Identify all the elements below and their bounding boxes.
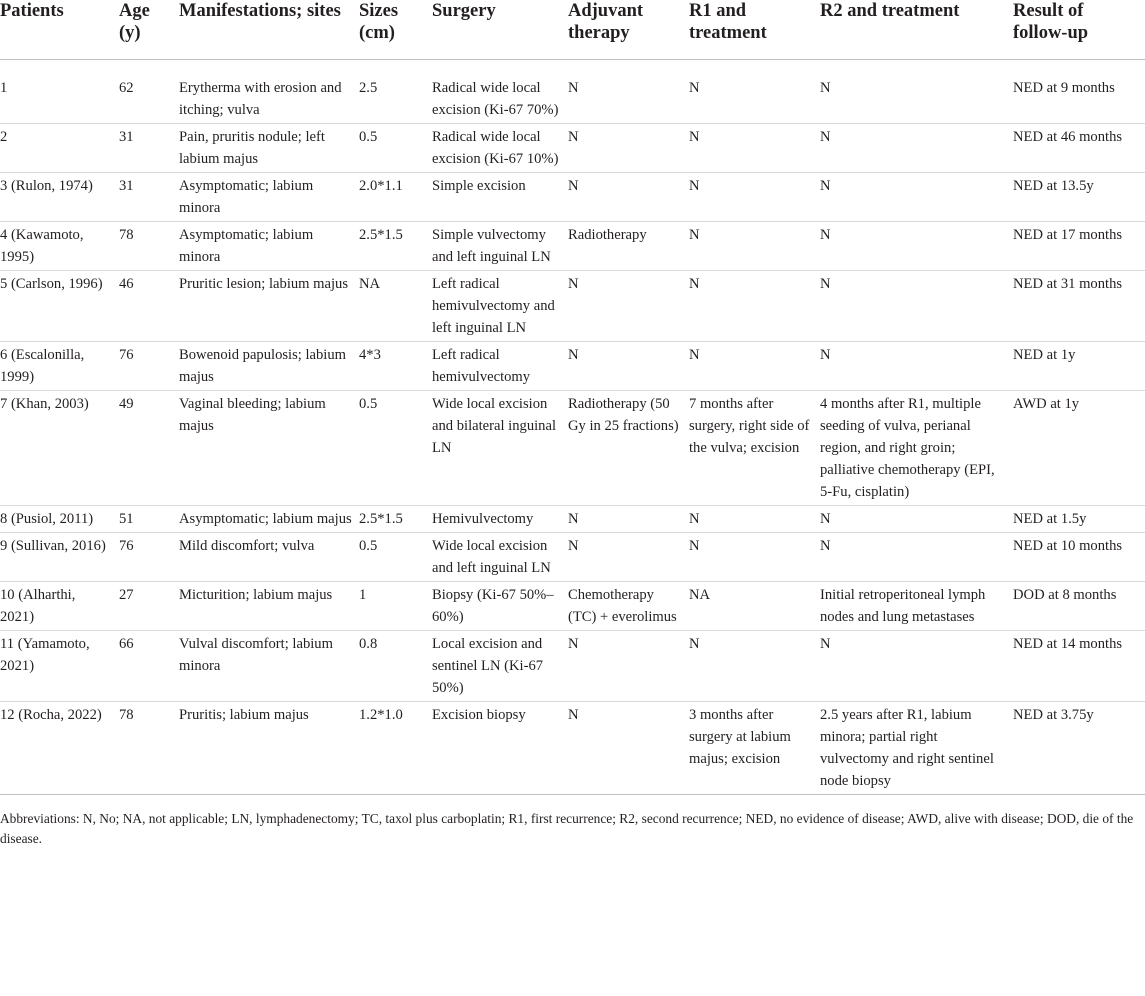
table-cell: 1 bbox=[357, 582, 430, 631]
table-cell: 78 bbox=[117, 222, 177, 271]
table-cell: 10 (Alharthi, 2021) bbox=[0, 582, 117, 631]
table-cell: Local excision and sentinel LN (Ki-67 50%) bbox=[430, 631, 566, 702]
table-cell: N bbox=[818, 124, 1011, 173]
table-cell: 7 months after surgery, right side of the vulva; excision bbox=[687, 391, 818, 506]
table-cell: N bbox=[818, 506, 1011, 533]
table-cell: NED at 1.5y bbox=[1011, 506, 1145, 533]
table-cell: 62 bbox=[117, 60, 177, 124]
header-row bbox=[0, 0, 1145, 60]
column-header: Manifestations; sites bbox=[177, 0, 357, 60]
table-cell: N bbox=[566, 271, 687, 342]
table-cell: 51 bbox=[117, 506, 177, 533]
table-cell: 7 (Khan, 2003) bbox=[0, 391, 117, 506]
table-cell: Hemivulvectomy bbox=[430, 506, 566, 533]
table-cell: N bbox=[818, 631, 1011, 702]
table-cell: 0.5 bbox=[357, 124, 430, 173]
table-cell: 27 bbox=[117, 582, 177, 631]
table-cell: 1.2*1.0 bbox=[357, 702, 430, 795]
table-cell: 1 bbox=[0, 60, 117, 124]
table-cell: 66 bbox=[117, 631, 177, 702]
table-cell: 3 (Rulon, 1974) bbox=[0, 173, 117, 222]
table-cell: N bbox=[687, 60, 818, 124]
table-cell: N bbox=[566, 631, 687, 702]
table-cell: Initial retroperitoneal lymph nodes and lung metastases bbox=[818, 582, 1011, 631]
table-cell: Asymptomatic; labium majus bbox=[177, 506, 357, 533]
table-cell: 12 (Rocha, 2022) bbox=[0, 702, 117, 795]
table-cell: 4 months after R1, multiple seeding of vulva, perianal region, and right groin; palliative chemotherapy (EPI, 5-Fu, cisplatin) bbox=[818, 391, 1011, 506]
table-cell: Radical wide local excision (Ki-67 70%) bbox=[430, 60, 566, 124]
table-cell: 0.5 bbox=[357, 391, 430, 506]
table-cell: NA bbox=[687, 582, 818, 631]
table-cell: 2.5 bbox=[357, 60, 430, 124]
table-cell: DOD at 8 months bbox=[1011, 582, 1145, 631]
table-row bbox=[0, 702, 1145, 795]
table-cell: Pruritic lesion; labium majus bbox=[177, 271, 357, 342]
table-cell: N bbox=[566, 342, 687, 391]
table-cell: N bbox=[687, 124, 818, 173]
table-cell: 2.0*1.1 bbox=[357, 173, 430, 222]
table-cell: N bbox=[566, 124, 687, 173]
column-header: Patients bbox=[0, 0, 117, 60]
column-header: Sizes (cm) bbox=[357, 0, 430, 60]
table-cell: NED at 14 months bbox=[1011, 631, 1145, 702]
table-cell: Left radical hemivulvectomy and left inguinal LN bbox=[430, 271, 566, 342]
table-cell: 31 bbox=[117, 173, 177, 222]
column-header: Surgery bbox=[430, 0, 566, 60]
table-cell: NED at 46 months bbox=[1011, 124, 1145, 173]
table-cell: Bowenoid papulosis; labium majus bbox=[177, 342, 357, 391]
table-cell: Excision biopsy bbox=[430, 702, 566, 795]
column-header: Result of follow-up bbox=[1011, 0, 1145, 60]
table-cell: Biopsy (Ki-67 50%–60%) bbox=[430, 582, 566, 631]
table-cell: N bbox=[687, 533, 818, 582]
table-cell: Simple excision bbox=[430, 173, 566, 222]
table-row bbox=[0, 271, 1145, 342]
table-cell: Micturition; labium majus bbox=[177, 582, 357, 631]
table-cell: NED at 10 months bbox=[1011, 533, 1145, 582]
table-cell: Pruritis; labium majus bbox=[177, 702, 357, 795]
table-cell: N bbox=[566, 60, 687, 124]
table-cell: N bbox=[687, 271, 818, 342]
table-cell: N bbox=[687, 173, 818, 222]
table-cell: N bbox=[818, 222, 1011, 271]
table-cell: N bbox=[566, 506, 687, 533]
table-footnote: Abbreviations: N, No; NA, not applicable; LN, lymphadenectomy; TC, taxol plus carboplatin; R1, first recurrence; R2, second recurrence; NED, no evidence of disease; AWD, alive with disease; DOD, die of the disease. bbox=[0, 811, 1134, 846]
table-cell: Wide local excision and bilateral inguinal LN bbox=[430, 391, 566, 506]
table-cell: 4*3 bbox=[357, 342, 430, 391]
table-cell: NED at 9 months bbox=[1011, 60, 1145, 124]
table-cell: AWD at 1y bbox=[1011, 391, 1145, 506]
table-cell: Radical wide local excision (Ki-67 10%) bbox=[430, 124, 566, 173]
table-row bbox=[0, 342, 1145, 391]
table-cell: Pain, pruritis nodule; left labium majus bbox=[177, 124, 357, 173]
table-cell: 0.8 bbox=[357, 631, 430, 702]
table-row bbox=[0, 582, 1145, 631]
table-cell: Mild discomfort; vulva bbox=[177, 533, 357, 582]
table-cell: Radiotherapy bbox=[566, 222, 687, 271]
table-cell: 2 bbox=[0, 124, 117, 173]
table-row bbox=[0, 222, 1145, 271]
table-cell: N bbox=[818, 173, 1011, 222]
table-cell: Erytherma with erosion and itching; vulva bbox=[177, 60, 357, 124]
table-cell: NED at 31 months bbox=[1011, 271, 1145, 342]
table-cell: N bbox=[818, 271, 1011, 342]
table-cell: N bbox=[687, 631, 818, 702]
table-cell: Asymptomatic; labium minora bbox=[177, 173, 357, 222]
table-cell: N bbox=[687, 342, 818, 391]
table-cell: Vaginal bleeding; labium majus bbox=[177, 391, 357, 506]
table-cell: NED at 17 months bbox=[1011, 222, 1145, 271]
table-cell: N bbox=[687, 506, 818, 533]
table-cell: NED at 3.75y bbox=[1011, 702, 1145, 795]
column-header: Adjuvant therapy bbox=[566, 0, 687, 60]
table-cell: 8 (Pusiol, 2011) bbox=[0, 506, 117, 533]
column-header: R2 and treatment bbox=[818, 0, 1011, 60]
table-cell: N bbox=[818, 342, 1011, 391]
table-cell: 46 bbox=[117, 271, 177, 342]
table-cell: N bbox=[818, 60, 1011, 124]
table-cell: N bbox=[818, 533, 1011, 582]
table-row bbox=[0, 506, 1145, 533]
table-header bbox=[0, 0, 1145, 60]
table-cell: N bbox=[566, 702, 687, 795]
table-cell: NED at 13.5y bbox=[1011, 173, 1145, 222]
table-cell: 2.5*1.5 bbox=[357, 222, 430, 271]
table-cell: 31 bbox=[117, 124, 177, 173]
table-row bbox=[0, 533, 1145, 582]
table-cell: Chemotherapy (TC) + everolimus bbox=[566, 582, 687, 631]
table-cell: 0.5 bbox=[357, 533, 430, 582]
table-cell: NED at 1y bbox=[1011, 342, 1145, 391]
table-cell: 78 bbox=[117, 702, 177, 795]
table-cell: 3 months after surgery at labium majus; excision bbox=[687, 702, 818, 795]
table-cell: N bbox=[687, 222, 818, 271]
table-cell: Wide local excision and left inguinal LN bbox=[430, 533, 566, 582]
table-row bbox=[0, 391, 1145, 506]
table-cell: N bbox=[566, 173, 687, 222]
table-row bbox=[0, 124, 1145, 173]
table-cell: 2.5*1.5 bbox=[357, 506, 430, 533]
table-cell: Radiotherapy (50 Gy in 25 fractions) bbox=[566, 391, 687, 506]
table-body bbox=[0, 60, 1145, 795]
column-header: R1 and treatment bbox=[687, 0, 818, 60]
table-cell: NA bbox=[357, 271, 430, 342]
table-cell: 49 bbox=[117, 391, 177, 506]
table-row bbox=[0, 60, 1145, 124]
table-cell: N bbox=[566, 533, 687, 582]
table-cell: 2.5 years after R1, labium minora; partial right vulvectomy and right sentinel node biopsy bbox=[818, 702, 1011, 795]
column-header: Age (y) bbox=[117, 0, 177, 60]
table-cell: Left radical hemivulvectomy bbox=[430, 342, 566, 391]
table-cell: Asymptomatic; labium minora bbox=[177, 222, 357, 271]
table-cell: 11 (Yamamoto, 2021) bbox=[0, 631, 117, 702]
table-cell: 5 (Carlson, 1996) bbox=[0, 271, 117, 342]
table-row bbox=[0, 631, 1145, 702]
table-cell: Vulval discomfort; labium minora bbox=[177, 631, 357, 702]
table-cell: 76 bbox=[117, 533, 177, 582]
table-cell: 9 (Sullivan, 2016) bbox=[0, 533, 117, 582]
table-cell: 4 (Kawamoto, 1995) bbox=[0, 222, 117, 271]
table-row bbox=[0, 173, 1145, 222]
table-cell: 76 bbox=[117, 342, 177, 391]
table-cell: Simple vulvectomy and left inguinal LN bbox=[430, 222, 566, 271]
table-cell: 6 (Escalonilla, 1999) bbox=[0, 342, 117, 391]
